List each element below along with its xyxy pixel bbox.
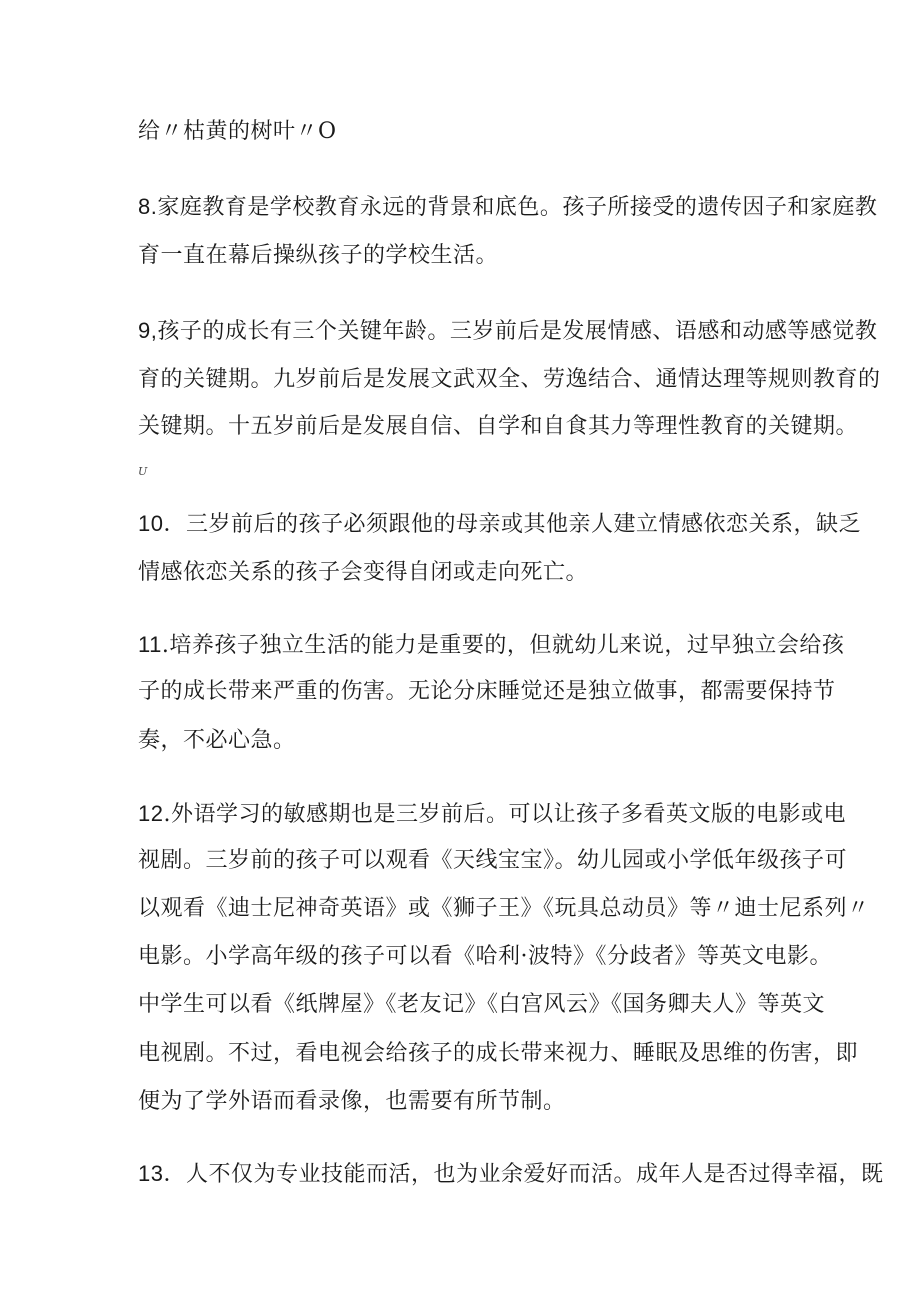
paragraph-number: 12 (138, 801, 164, 826)
paragraph-9-line-2: 育的关键期。九岁前后是发展文武双全、劳逸结合、通情达理等规则教育的 (138, 367, 881, 392)
paragraph-12-line-6: 电视剧。不过，看电视会给孩子的成长带来视力、睡眠及思维的伤害，即 (138, 1041, 859, 1066)
paragraph-12-line-2: 视剧。三岁前的孩子可以观看《天线宝宝》。幼儿园或小学低年级孩子可 (138, 848, 848, 873)
paragraph-9-line-3: 关键期。十五岁前后是发展自信、自学和自食其力等理性教育的关键期。 (138, 414, 859, 439)
paragraph-9-line-1: 9,孩子的成长有三个关键年龄。三岁前后是发展情感、语感和动感等感觉教 (138, 318, 878, 344)
paragraph-10-line-1: 10．三岁前后的孩子必须跟他的母亲或其他亲人建立情感依恋关系，缺乏 (138, 511, 861, 537)
paragraph-prev-line-1: 给〃枯黄的树叶〃O (138, 119, 337, 144)
paragraph-12-line-1: 12.外语学习的敏感期也是三岁前后。可以让孩子多看英文版的电影或电 (138, 801, 846, 827)
paragraph-9-trailing-mark: U (138, 465, 148, 478)
paragraph-number: 13 (138, 1161, 164, 1186)
paragraph-12-line-5: 中学生可以看《纸牌屋》《老友记》《白宫风云》《国务卿夫人》等英文 (138, 992, 826, 1017)
paragraph-12-line-3: 以观看《迪士尼神奇英语》或《狮子王》《玩具总动员》等〃迪士尼系列〃 (138, 896, 870, 921)
paragraph-8-line-2: 育一直在幕后操纵孩子的学校生活。 (138, 243, 499, 268)
paragraph-12-line-7: 便为了学外语而看录像，也需要有所节制。 (138, 1089, 566, 1114)
paragraph-number: 10 (138, 511, 164, 536)
paragraph-11-line-2: 子的成长带来严重的伤害。无论分床睡觉还是独立做事，都需要保持节 (138, 679, 836, 704)
paragraph-8-line-1: 8.家庭教育是学校教育永远的背景和底色。孩子所接受的遗传因子和家庭教 (138, 194, 878, 220)
paragraph-10-line-2: 情感依恋关系的孩子会变得自闭或走向死亡。 (138, 560, 589, 585)
paragraph-11-line-3: 奏，不必心急。 (138, 728, 296, 753)
paragraph-number: 11 (138, 632, 162, 657)
paragraph-number: 8. (138, 194, 158, 219)
paragraph-11-line-1: 11.培养孩子独立生活的能力是重要的，但就幼儿来说，过早独立会给孩 (138, 632, 845, 658)
paragraph-13-line-1: 13．人不仅为专业技能而活，也为业余爱好而活。成年人是否过得幸福，既 (138, 1161, 884, 1187)
paragraph-number: 9, (138, 318, 158, 343)
paragraph-12-line-4: 电影。小学高年级的孩子可以看《哈利·波特》《分歧者》等英文电影。 (138, 944, 832, 969)
